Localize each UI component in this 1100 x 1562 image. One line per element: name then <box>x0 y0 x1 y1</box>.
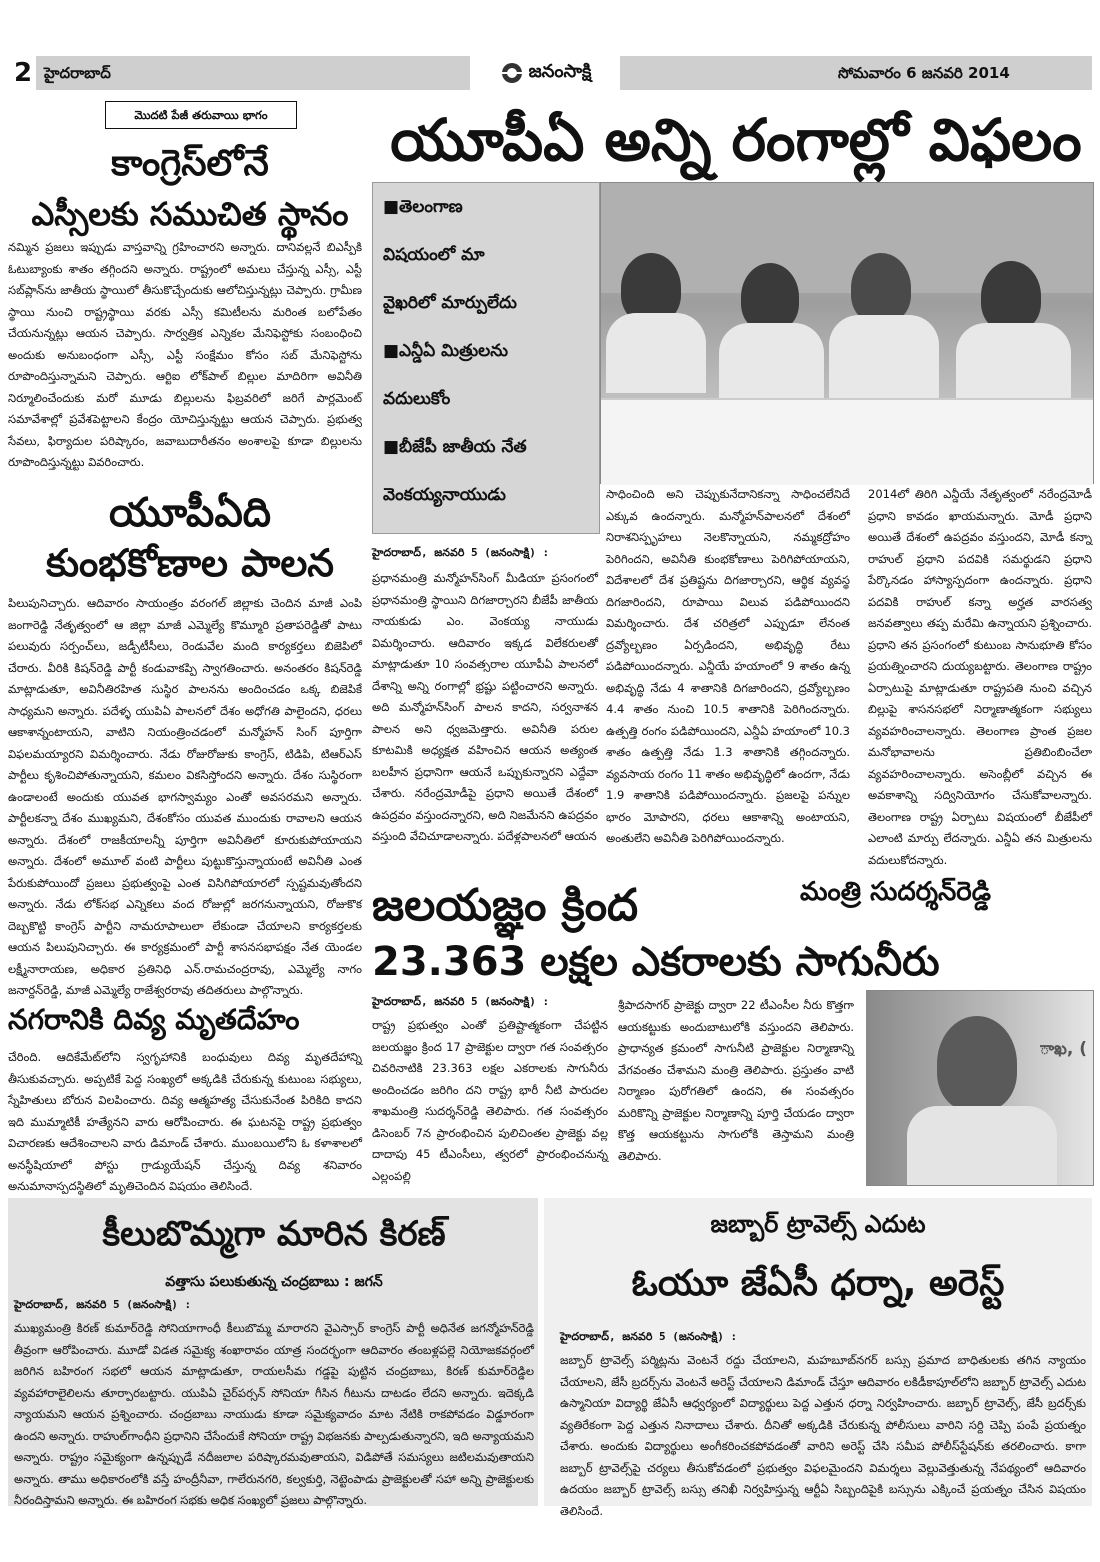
highlights-box <box>372 182 600 534</box>
kiran-body: ముఖ్యమంత్రి కిరణ్ కుమార్‌రెడ్డి సోనియాగాంధీ కీలుబొమ్మ మారారని వైఎస్సార్ కాంగ్రెస్ పార్టీ అధినేత జగన్మోహన్‌రెడ్డి తీవ్రంగా ఆరోపించారు. మూడో విడత సమైక్య శంఖారావం యాత్ర సందర్భంగా ఆదివారం తంబళ్లపల్లె నియోజకవర్గంలో జరిగిన బహిరంగ సభలో ఆయన మాట్లాడుతూ, రాయలసీమ గడ్డపై పుట్టిన చంద్రబాబు, కిరణ్ కుమార్‌రెడ్డిల వ్యవహారాలైలిలను తూర్పారబట్టారు. యుపిఏ చైర్‌పర్సన్ సోనియా గీసిన గీటును దాటడం లేదని అన్నారు. ఇదెక్కడి న్యాయమని ఆయన ప్రశ్నించారు. చంద్రబాబు నాయుడు కూడా సమైక్యవాదం మాట నేటికి రాకపోవడం విడ్డూరంగా ఉందని అన్నారు. రాహుల్‌గాంధీని ప్రధానిని చేసేందుకే సోనియా రాష్ట్ర విభజనకు పాల్పడుతున్నారని, ఇది అన్యాయమని అన్నారు. రాష్ట్రం సమైక్యంగా ఉన్నప్పుడే నదీజలాల పరిష్కారమవుతాయని, విడిపోతే సమస్యలు జటిలమవుతాయని అన్నారు. తాము అధికారంలోకి వస్తే హంద్రీనీవా, గాలేరునగరి, కల్వకుర్తి, నెట్టెంపాడు ప్రాజెక్టులతో సహా అన్ని ప్రాజెక్టులకు నీరందిస్తామని అన్నారు. ఈ బహిరంగ సభకు అధిక సంఖ్యలో ప్రజలు పాల్గొన్నారు. <box>14 1321 534 1507</box>
main-headline: యూపీఏ అన్ని రంగాల్లో విఫలం <box>390 106 1082 174</box>
ou-jac-body: జబ్బార్ ట్రావెల్స్ పర్మిట్లను వెంటనే రద్దు చేయాలని, మహబూబ్‌నగర్ బస్సు ప్రమాద బాధితులకు తగిన న్యాయం చేయాలని, జేసీ బ్రదర్స్‌ను వెంటనే అరెస్ట్ చేయాలని డిమాండ్ చేస్తూ ఆదివారం లకిడీకాపూల్‌లోని జబ్బార్ ట్రావెల్స్ ఎదుట ఉస్మానియా విద్యార్థి జేఏసీ ఆధ్వర్యంలో విద్యార్థులు పెద్ద ఎత్తున ధర్నా నిర్వహించారు. జబ్బార్ ట్రావెల్స్, జేసీ బ్రదర్స్‌కు వ్యతిరేకంగా పెద్ద ఎత్తున నినాదాలు చేశారు. దీనితో అక్కడికి చేరుకున్న పోలీసులు వారిని సర్ది చెప్పి పంపే ప్రయత్నం చేశారు. అందుకు విద్యార్థులు అంగీకరించకపోవడంతో వారిని అరెస్ట్ చేసి సమీప పోలీస్‌స్టేషన్‌కు తరలించారు. కాగా జబ్బార్ ట్రావెల్స్‌పై చర్యలు తీసుకోవడంలో ప్రభుత్వం విఫలమైందని విమర్శలు వెల్లువెత్తుతున్న నేపథ్యంలో ఆదివారం ఉదయం జబ్బార్ ట్రావెల్స్ బస్సు తనిఖీ నిర్వహిస్తున్న ఆర్టీఏ సిబ్బందిపైకి బస్సును ఎక్కించే ప్రయత్నం చేసిన విషయం తెలిసిందే. <box>560 1353 1086 1518</box>
page-number: 2 <box>10 56 36 90</box>
congress-body: నమ్మిన ప్రజలు ఇప్పుడు వాస్తవాన్ని గ్రహించారని అన్నారు. దానివల్లనే బిఎస్పీకి ఓటుబ్యాంకు శాతం తగ్గిందని అన్నారు. రాష్ట్రంలో అమలు చేస్తున్న ఎస్సీ, ఎస్టీ సబ్‌ప్లాన్‌ను జాతీయ స్థాయిలో తీసుకొచ్చేందుకు ఆలోచిస్తున్నట్లు చెప్పారు. గ్రామీణ స్థాయి నుంచి రాష్ట్రస్థాయి వరకు ఎస్సీ కమిటీలను మరింత బలోపేతం చేయనున్నట్లు ఆయన చెప్పారు. సార్వత్రిక ఎన్నికల మేనిఫెస్టోకు సంబంధించి అందుకు అనుబంధంగా ఎస్సీ, ఎస్టీ సంక్షేమం కోసం సబ్ మేనిఫెస్టోను రూపొందిస్తున్నామని చెప్పారు. ఆర్టిఐ లోక్‌పాల్ బిల్లుల మాదిరిగా అవినీతి నిర్మూలించేందుకు మరో మూడు బిల్లులను ఫిబ్రవరిలో జరిగే పార్లమెంట్ సమావేశాల్లో ప్రవేశపెట్టాలని కేంద్రం యోచిస్తున్నట్టు ఆయన చెప్పారు. ప్రభుత్వ సేవలు, ఫిర్యాదుల పరిష్కారం, జవాబుదారీతనం అంశాలపై కూడా బిల్లులను రూపొందిస్తున్నట్టు వివరించారు. <box>8 240 362 469</box>
issue-date: సోమవారం 6 జనవరి 2014 <box>838 64 1010 82</box>
photo-person <box>981 261 1041 331</box>
paper-logo-icon <box>499 61 525 85</box>
jalayagnam-dateline: హైదరాబాద్, జనవరి 5 (జనంసాక్షి) : <box>372 995 550 1008</box>
jalayagnam-headline-1: జలయజ్ఞం క్రింద <box>372 880 639 931</box>
paper-logo <box>470 56 620 90</box>
photo-person <box>829 315 939 401</box>
highlight-line: వదులుకోం <box>383 389 451 409</box>
highlight-line: వెంకయ్యనాయుడు <box>383 485 506 505</box>
upa-scam-body: పిలుపునిచ్చారు. ఆదివారం సాయంత్రం వరంగల్ జిల్లాకు చెందిన మాజీ ఎంపి జంగారెడ్డి నేతృత్వంలో ఆ జిల్లా మాజీ ఎమ్మెల్యే కొమ్మూరి ప్రతాపరెడ్డితో పాటు పలువురు సర్పంచ్‌లు, జడ్పీటీసీలు, రెండువేల మంది కార్యకర్తలు బిజెపిలో చేరారు. వీరికి కిషన్‌రెడ్డి పార్టీ కండువాకప్పి స్వాగతించారు. అనంతరం కిషన్‌రెడ్డి మాట్లాడుతూ, అవినీతిరహిత సుస్థిర పాలనను అందించడం ఒక్క బిజెపికే సాధ్యమని అన్నారు. పదేళ్ళ యుపిఏ పాలనలో దేశం అధోగతి పాలైందని, ధరలు ఆకాశాన్నంటాయని, వాటిని నియంత్రించడంలో మన్మోహన్ సింగ్ పూర్తిగా విఫలమయ్యారని విమర్శించారు. నేడు రోజురోజుకు కాంగ్రెస్, టిడిపి, టిఆర్ఎస్ పార్టీలు కృశించిపోతున్నాయని, కమలం వికసిస్తోందని అన్నారు. దేశం సుస్థిరంగా ఉండాలంటే అందుకు యువత భాగస్వామ్యం ఎంతో అవసరమని అన్నారు. పార్టీలకన్నా దేశం ముఖ్యమని, దేశంకోసం యువత ముందుకు రావాలని ఆయన అన్నారు. దేశంలో రాజకీయాలన్నీ పూర్తిగా అవినీతిలో కూరుకుపోయాయని అన్నారు. దేశంలో అమూల్ వంటి పార్టీలు పుట్టుకొస్తున్నాయంటే అవినీతి ఎంత పేరుకుపోయిందో ప్రజలు ప్రభుత్వంపై ఎంత విసిగిపోయారలో స్పష్టమవుతోందని అన్నారు. నేడు లోక్‌సభ ఎన్నికలు వంద రోజుల్లో జరగనున్నాయని, రోజుకొక దెబ్బకొట్టి కాంగ్రెస్ పార్టీని నామరూపాలులా లేకుండా చేయాలని కార్యకర్తలకు ఆయన పిలుపునిచ్చారు. ఈ కార్యక్రమంలో పార్టీ శాసనసభాపక్షం నేత యెండల లక్ష్మీనారాయణ, అధికార ప్రతినిధి ఎన్.రామచంద్రరావు, ఎమ్మెల్యే నాగం జనార్దన్‌రెడ్డి, మాజీ ఎమ్మెల్యే రాజేశ్వరరావు తదితరులు పాల్గొన్నారు. <box>8 596 362 997</box>
photo-person <box>741 263 799 331</box>
highlight-line: ■తెలంగాణ <box>383 197 463 217</box>
photo-board-text: ాఖ, ( <box>1039 1039 1087 1059</box>
highlight-line: ■బీజేపీ జాతీయ నేత <box>383 437 527 457</box>
highlight-line: వైఖరిలో మార్పులేదు <box>383 293 517 313</box>
divya-headline: నగరానికి దివ్య మృతదేహం <box>8 1003 300 1036</box>
minister-photo <box>866 990 1094 1186</box>
kiran-dateline: హైదరాబాద్, జనవరి 5 (జనంసాక్షి) : <box>14 1298 192 1311</box>
upa-scam-headline-1: యూపీఏది <box>108 490 272 536</box>
minister-shirt <box>907 1106 1057 1185</box>
venkaiah-col-3: 2014లో తిరిగి ఎన్డీయే నేతృత్వంలో నరేంద్రమోడీ ప్రధాని కావడం ఖాయమన్నారు. మోడీ ప్రధాని అయితే దేశంలో ఉపద్రవం వస్తుందని, మోడీ కన్నా రాహుల్ ప్రధాని పదవికి సమర్థుడని ప్రధాని పేర్కొనడం హాస్యాస్పదంగా ఉందన్నారు. ప్రధాని పదవికి రాహుల్ కన్నా అర్హత వారసత్వ జనవత్వాలు తప్ప మరేమి ఉన్నాయని ప్రశ్నించారు. ప్రధాని తన ప్రసంగంలో కుటుంబ సానుభూతి కోసం ప్రయత్నించారని దుయ్యబట్టారు. తెలంగాణ రాష్ట్రం ఏర్పాటుపై మాట్లాడుతూ రాష్ట్రపతి నుంచి వచ్చిన బిల్లుపై శాసనసభలో నిర్మాణాత్మకంగా సభ్యులు వ్యవహరించాలన్నారు. తెలంగాణ ప్రాంత ప్రజల మనోభావాలను ప్రతిబింబించేలా వ్యవహరించాలన్నారు. అసెంబ్లీలో వచ్చిన ఈ అవకాశాన్ని సద్వినియోగం చేసుకోవాలన్నారు. తెలంగాణ రాష్ట్ర ఏర్పాటు విషయంలో బీజేపీలో ఎలాంటి మార్పు లేదన్నారు. ఎన్డీఏ తన మిత్రులను వదులుకోదన్నారు. <box>868 487 1092 867</box>
minister-head <box>937 1016 1017 1111</box>
city-label: హైదరాబాద్ <box>44 64 111 82</box>
divya-body: చేరింది. ఆదికేమేట్‌లోని స్వగృహానికి బంధువులు దివ్య మృతదేహాన్ని తీసుకువచ్చారు. అప్పటికే పెద్ద సంఖ్యలో అక్కడికి చేరుకున్న కుటుంబ సభ్యులు, స్నేహితులు బోరున విలపించారు. దివ్య ఆత్మహత్య చేసుకునేంత పిరికిది కాదని ఇది ముమ్మాటికీ హత్యేనని వారు ఆరోపించారు. ఈ ఘటనపై రాష్ట్ర ప్రభుత్వం విచారణకు ఆదేశించాలని వారు డిమాండ్ చేశారు. ముంబయిలోని ఓ కళాశాలలో అనస్థీషియాలో పోస్టు గ్రాడ్యుయేషన్ చేస్తున్న దివ్య శనివారం అనుమానాస్పదస్థితిలో మృతిచెందిన విషయం తెలిసిందే. <box>8 1050 362 1193</box>
photo-person <box>851 253 911 323</box>
ou-jac-headline: ఓయూ జేఏసీ ధర్నా, అరెస్ట్ <box>631 1263 1005 1304</box>
kiran-headline: కీలుబొమ్మగా మారిన కిరణ్ <box>102 1214 446 1254</box>
ou-jac-kicker: జబ్బార్ ట్రావెల్స్ ఎదుట <box>710 1210 926 1238</box>
press-meet-photo <box>600 182 1094 484</box>
photo-person <box>956 323 1071 403</box>
highlight-line: విషయంలో మా <box>383 245 485 265</box>
paper-name: జనంసాక్షి <box>528 60 592 82</box>
highlight-line: ■ఎన్డీఏ మిత్రులను <box>383 341 509 361</box>
venkaiah-col-1: ప్రధానమంత్రి మన్మోహన్‌సింగ్ మీడియా ప్రసంగంలో ప్రధానమంత్రి స్థాయిని దిగజార్చారని బీజేపీ జాతీయ నాయకుడు ఎం. వెంకయ్య నాయుడు విమర్శించారు. ఆదివారం ఇక్కడ విలేకరులతో మాట్లాడుతూ 10 సంవత్సరాల యూపీఏ పాలనలో దేశాన్ని అన్ని రంగాల్లో భ్రష్టు పట్టించారని అన్నారు. అది మన్మోహన్‌సింగ్ పాలన కాదని, సర్వనాశన పాలన అని ధ్వజమెత్తారు. అవినీతి పరుల కూటమికి అధ్యక్షత వహించిన ఆయన అత్యంత బలహీన ప్రధానిగా ఆయనే ఒప్పుకున్నారని ఎద్దేవా చేశారు. నరేంద్రమోడీపై ప్రధాని అయితే దేశంలో ఉపద్రవం వస్తుందన్నారని, అది నిజమేనని ఉపద్రవం వస్తుంది వేచిచూడాలన్నారు. పదేళ్లపాలనలో ఆయన <box>372 571 598 843</box>
congress-headline-2: ఎస్సీలకు సముచిత స్థానం <box>31 195 349 233</box>
congress-headline-1: కాంగ్రెస్‌లోనే <box>111 143 269 184</box>
kiran-subhead: వత్తాసు పలుకుతున్న చంద్రబాబు : జగన్ <box>165 1274 383 1290</box>
minister-name: మంత్రి సుదర్శన్‌రెడ్డి <box>800 877 991 907</box>
photo-person <box>606 313 706 393</box>
upa-scam-headline-2: కుంభకోణాల పాలన <box>46 541 334 585</box>
continued-label: మొదటి పేజీ తరువాయి భాగం <box>105 101 297 129</box>
photo-person <box>719 323 824 403</box>
venkaiah-dateline: హైదరాబాద్, జనవరి 5 (జనంసాక్షి) : <box>372 546 550 559</box>
venkaiah-col-2: సాధించింది అని చెప్పుకునేదానికన్నా సాధించలేనిదే ఎక్కువ ఉందన్నారు. మన్మోహన్‌పాలనలో దేశంలో నిరాశనిస్పృహలు నెలకొన్నాయని, నమ్మకద్రోహం పెరిగిందని, అవినీతి కుంభకోణాలు పెరిగిపోయాయని, విదేశాలలో దేశ ప్రతిష్టను దిగజార్చారని, ఆర్థిక వ్యవస్థ దిగజారిందని, రూపాయి విలువ పడిపోయిందని విమర్శించారు. దేశ చరిత్రలో ఎప్పుడూ లేనంత ద్రవ్యోల్బణం ఏర్పడిందని, అభివృద్ధి రేటు పడిపోయిందన్నారు. ఎన్డీయే హయాంలో 9 శాతం ఉన్న అభివృద్ధి నేడు 4 శాతానికి దిగజారిందని, ద్రవ్యోల్బణం 4.4 శాతం నుంచి 10.5 శాతానికి పెరిగిందన్నారు. ఉత్పత్తి రంగం పడిపోయిందని, ఎన్డీఏ హయాంలో 10.3 శాతం ఉత్పత్తి నేడు 1.3 శాతానికి తగ్గిందన్నారు. వ్యవసాయ రంగం 11 శాతం అభివృద్ధిలో ఉందగా, నేడు 1.9 శాతానికి పడిపోయిందన్నారు. ప్రజలపై పన్నుల భారం మోపారని, ధరలు ఆకాశాన్ని అంటాయని, అంతులేని అవినీతి పెరిగిపోయిందన్నారు. <box>606 487 850 845</box>
jalayagnam-col-2: శ్రీపాదసాగర్ ప్రాజెక్టు ద్వారా 22 టీఎంసీల నీరు కొత్తగా ఆయకట్టుకు అందుబాటులోకి వస్తుందని తెలిపారు. ప్రాధాన్యత క్రమంలో సాగునీటి ప్రాజెక్టుల నిర్మాణాన్ని వేగవంతం చేశామని మంత్రి తెలిపారు. ప్రస్తుతం వాటి నిర్మాణం పురోగతిలో ఉందని, ఈ సంవత్సరం మరికొన్ని ప్రాజెక్టుల నిర్మాణాన్ని పూర్తి చేయడం ద్వారా కొత్త ఆయకట్టును సాగులోకి తెస్తామని మంత్రి తెలిపారు. <box>618 998 854 1163</box>
ou-jac-dateline: హైదరాబాద్, జనవరి 5 (జనంసాక్షి) : <box>560 1330 738 1343</box>
jalayagnam-col-1: రాష్ట్ర ప్రభుత్వం ఎంతో ప్రతిష్టాత్మకంగా చేపట్టిన జలయజ్ఞం క్రింద 17 ప్రాజెక్టుల ద్వారా గత సంవత్సరం చివరినాటికి 23.363 లక్షల ఎకరాలకు సాగునీరు అందించడం జరిగిం దని రాష్ట్ర భారీ నీటి పారుదల శాఖమంత్రి సుదర్శన్‌రెడ్డి తెలిపారు. గత సంవత్సరం డిసెంబర్ 7న ప్రారంభించిన పులిచింతల ప్రాజెక్టు వల్ల దాదాపు 45 టీఎంసీలు, త్వరలో ప్రారంభించనున్న ఎల్లంపల్లి <box>372 1018 608 1183</box>
jalayagnam-headline-2: 23.363 లక్షల ఎకరాలకు సాగునీరు <box>372 939 940 985</box>
photo-table <box>601 398 1093 485</box>
